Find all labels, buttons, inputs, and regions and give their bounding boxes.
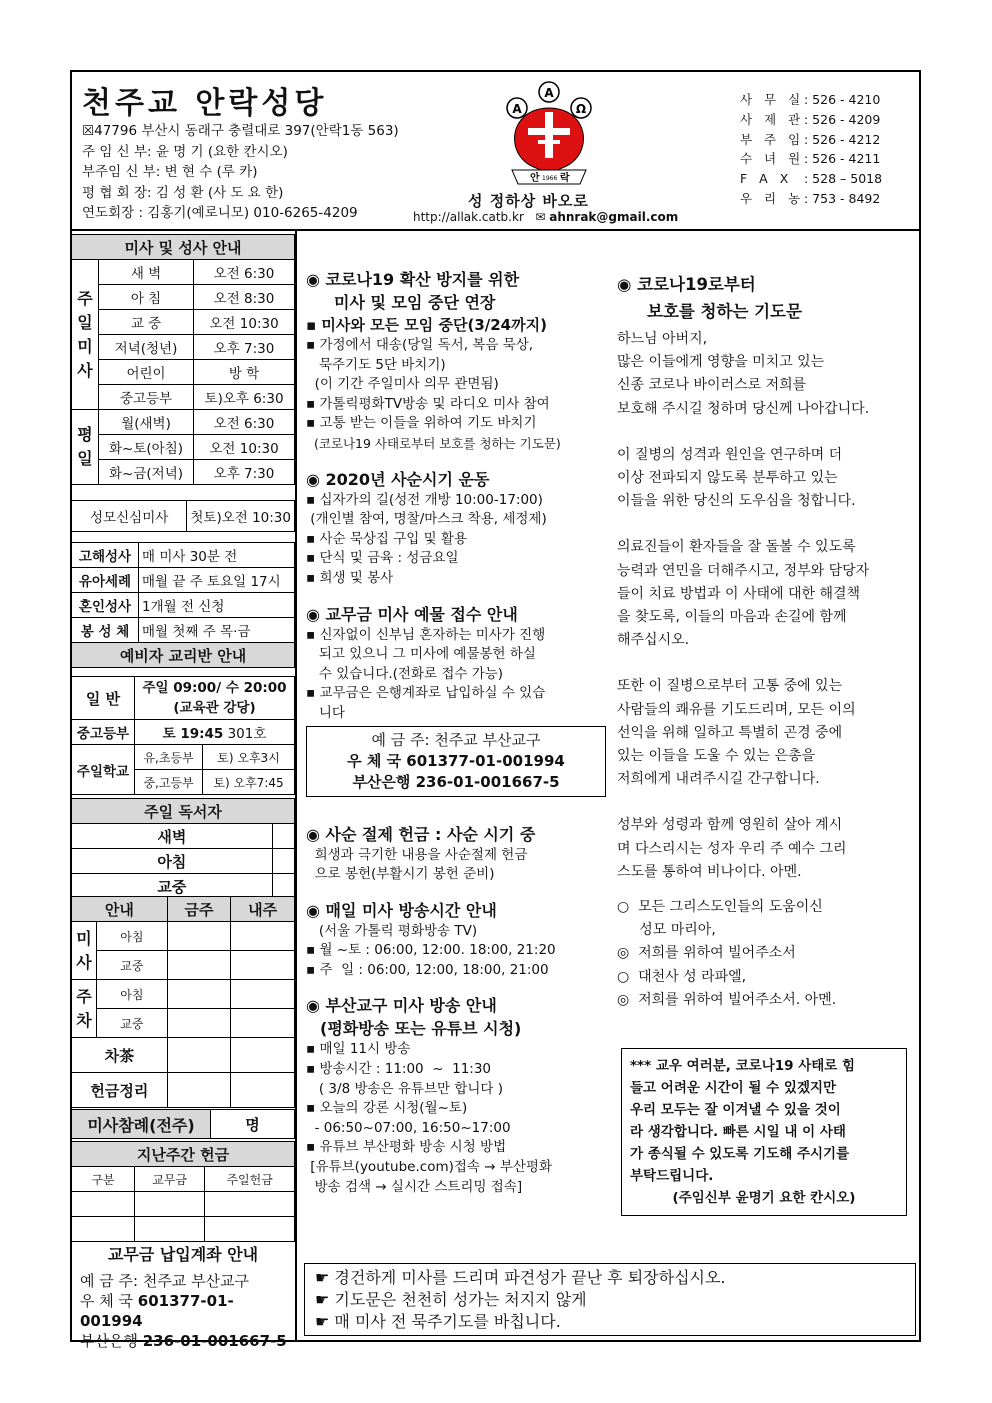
phone-row: 우 리 농 : 753 - 8492 <box>740 190 881 206</box>
prayer-column: ◉ 코로나19로부터 보호를 청하는 기도문 하느님 아버지, 많은 이들에게 영향을 미치고 있는 신종 코로나 바이러스로 저희를 보호해 주시길 청하며 당신께 나아갑니다. 이 질병의 성격과 원인을 연구하며 더 이상 전파되지 않도록 분투하고 있는 이들을 위한 당신의 도우심을 청합니다. 의료진들이 환자들을 잘 돌볼 수 있도록 능력과 연민을 더해주시고, 정부와 담당자 들이 치료 방법과 이 사태에 대한 해결책 을 찾도록, 이들의 마음과 손길에 함께 해주십시오. 또한 이 질병으로부터 고통 중에 있는 사람들의 쾌유를 기도드리며, 모든 이의 선익을 위해 일하고 특별히 곤경 중에 있는 이들을 도울 수 있는 은총을 저희에게 내려주시길 간구합니다. 성부와 성령과 함께 영원히 살아 계시 며 다스리시는 성자 우리 주 예수 그리 스도를 통하여 비나이다. 아멘. ○ 모든 그리스도인들의 도움이신 성모 마리아, ◎ 저희를 위하여 빌어주소서 ○ 대천사 성 라파엘, ◎ 저희를 위하여 빌어주소서. 아멘. <box>617 272 917 1012</box>
yeondo-president: 연도회장 : 김홍기(예로니모) 010-6265-4209 <box>82 205 358 221</box>
guide-table: 안내 금주 내주 미 사 아침 교중 주 차 아침 교중 차茶 헌금정리 <box>71 896 295 1108</box>
header-divider <box>70 229 921 231</box>
catechumen-heading: 예비자 교리반 안내 <box>72 643 295 668</box>
catechumen-table: 일 반 주일 09:00/ 수 20:00 (교육관 강당) 중고등부 토 19:45 301호 주일학교 유,초등부 토) 오후3시 중,고등부 토) 오후7:45 <box>71 676 295 795</box>
attendance-table: 미사참례(전주) 명 <box>71 1109 295 1139</box>
parish-info <box>82 121 399 224</box>
logo-omega: Ω <box>575 102 587 116</box>
covid-suspension-section: ◉ 코로나19 확산 방지를 위한 미사 및 모임 중단 연장 ▪ 미사와 모든 모임 중단(3/24까지) ▪ 가정에서 대송(당일 독서, 복음 묵상, 묵주기도 5단 바치기) (이 기간 주일미사 의무 관면됨) ▪ 가톨릭평화TV방송 및 라디오 미사 참여 ▪ 고통 받는 이들을 위하여 기도 바치기 (코로나19 사태로부터 보호를 청하는 기도문) <box>306 270 561 451</box>
notice-line: ☛ 매 미사 전 묵주기도를 바칩니다. <box>315 1312 561 1331</box>
assistant-pastor: 부주임 신 부: 변 현 수 (루 카) <box>82 164 258 180</box>
sacrament-table: 고해성사 매 미사 30분 전 유아세례 매월 끝 주 토요일 17시 혼인성사 1개월 전 신청 봉 성 체 매월 첫째 주 목·금 예비자 교리반 안내 <box>71 542 295 668</box>
lent-offering-section: ◉ 사순 절제 헌금 : 사순 시기 중 희생과 극기한 내용을 사순절제 헌금 으로 봉헌(부활시기 봉헌 준비) <box>306 824 536 883</box>
litany-line: ○ 대천사 성 라파엘, <box>617 968 747 985</box>
notice-line: ☛ 기도문은 천천히 성가는 처지지 않게 <box>315 1290 587 1309</box>
pastor: 주 임 신 부: 윤 명 기 (요한 칸시오) <box>82 143 288 160</box>
patron-saint: 성 정하상 바오로 <box>468 192 589 210</box>
prayer-para: 성부와 성령과 함께 영원히 살아 계시 며 다스리시는 성자 우리 주 예수 그리 스도를 통하여 비나이다. 아멘. <box>617 817 847 880</box>
website-link[interactable]: http://allak.catb.kr <box>413 210 524 224</box>
lent-campaign-section: ◉ 2020년 사순시기 운동 ▪ 십자가의 길(성전 개방 10:00-17:00) (개인별 참여, 명찰/마스크 착용, 세정제) ▪ 사순 묵상집 구입 및 활용 ▪ 단식 및 금육 : 성금요일 ▪ 희생 및 봉사 <box>306 469 547 586</box>
phone-row: 부 주 임 : 526 - 4212 <box>740 131 881 147</box>
column-divider <box>295 230 297 1342</box>
account-info: 교무금 납입계좌 안내 예 금 주: 천주교 부산교구 우 체 국 601377-01-001994 부산은행 236-01-001667-5 <box>80 1245 287 1350</box>
litany-line: ◎ 저희를 위하여 빌어주소서. 아멘. <box>617 991 837 1008</box>
logo-alpha: A <box>544 86 554 100</box>
notice-line: ☛ 경건하게 미사를 드리며 파견성가 끝난 후 퇴장하십시오. <box>315 1268 726 1287</box>
page-title: 천주교 안락성당 <box>82 86 328 121</box>
prayer-para: 하느님 아버지, 많은 이들에게 영향을 미치고 있는 신종 코로나 바이러스로 저희를 보호해 주시길 청하며 당신께 나아갑니다. <box>617 331 870 417</box>
litany-line: ◎ 저희를 위하여 빌어주소서 <box>617 945 796 962</box>
mail-icon: ✉ <box>535 210 546 224</box>
phone-row: F A X : 528 – 5018 <box>740 171 883 187</box>
account-box: 예 금 주: 천주교 부산교구 우 체 국 601377-01-001994 부산은행 236-01-001667-5 <box>306 726 606 797</box>
council-president: 평 협 회 장: 김 성 환 (사 도 요 한) <box>82 184 284 201</box>
email-link[interactable]: ahnrak@gmail.com <box>549 210 679 224</box>
phone-row: 사 제 관 : 526 - 4209 <box>740 111 881 127</box>
offering-table: 지난주간 헌금 구분 교무금 주일헌금 <box>71 1141 295 1242</box>
parish-logo <box>500 78 598 188</box>
phone-row: 수 녀 원 : 526 - 4211 <box>740 151 881 167</box>
svg-text:락: 락 <box>560 173 570 184</box>
prayer-para: 이 질병의 성격과 원인을 연구하며 더 이상 전파되지 않도록 분투하고 있는 이들을 위한 당신의 도우심을 청합니다. <box>617 446 856 510</box>
address: ☒47796 부산시 동래구 충렬대로 397(안락1동 563) <box>82 123 399 139</box>
svg-text:안: 안 <box>530 173 540 184</box>
middle-column <box>306 268 606 1211</box>
diocese-broadcast-section: ◉ 부산교구 미사 방송 안내 (평화방송 또는 유튜브 시청) ▪ 매일 11시 방송 ▪ 방송시간 : 11:00 ~ 11:30 ( 3/8 방송은 유튜브만 합니다 ) ▪ 오늘의 강론 시청(월~토) - 06:50~07:00, 16:50~17:00 ▪ 유튜브 부산평화 방송 시청 방법 [유튜브(youtube.com)접속 → 부산평화 방송 검색 → 실시간 스트리밍 접속] <box>306 996 553 1195</box>
weekday-mass-label: 평 일 <box>72 410 99 485</box>
web-contact <box>413 210 678 224</box>
sunday-mass-label: 주 일 미 사 <box>72 260 99 410</box>
prayer-para: 또한 이 질병으로부터 고통 중에 있는 사람들의 쾌유를 기도드리며, 모든 이의 선익을 위해 일하고 특별히 곤경 중에 있는 이들을 도울 수 있는 은총을 저희에게 내려주시길 간구합니다. <box>617 678 856 788</box>
svg-text:1966: 1966 <box>542 175 558 182</box>
broadcast-section: ◉ 매일 미사 방송시간 안내 (서울 가톨릭 평화방송 TV) ▪ 월 ~토 : 06:00, 12:00. 18:00, 21:20 ▪ 주 일 : 06:00, 12:00, 18:00, 21:00 <box>306 900 556 978</box>
mass-schedule-table: 미사 및 성사 안내 주 일 미 사 새 벽 오전 6:30 아 침 오전 8:30 교 중 오전 10:30 저녁(청년) 오후 7:30 어린이 방 학 중고등부 토)오후 6:30 평 일 월(새벽) 오전 6:30 화~토(아침) 오전 10:30 화~금(저녁) 오후 7:30 <box>71 234 295 485</box>
notice-box <box>304 1263 916 1336</box>
svg-text:A: A <box>512 102 522 116</box>
heart-mass-table: 성모신심미사 첫토)오전 10:30 <box>71 500 295 532</box>
phone-list <box>740 90 882 209</box>
prayer-para: 의료진들이 환자들을 잘 돌볼 수 있도록 능력과 연민을 더해주시고, 정부와 담당자 들이 치료 방법과 이 사태에 대한 해결책 을 찾도록, 이들의 마음과 손길에 함께 해주십시오. <box>617 539 870 649</box>
offering-receipt-section: ◉ 교무금 미사 예물 접수 안내 ▪ 신자없이 신부님 혼자하는 미사가 진행 되고 있으니 그 미사에 예물봉헌 하실 수 있습니다.(전화로 접수 가능) ▪ 교무금은 은행계좌로 납입하실 수 있습 니다 예 금 주: 천주교 부산교구 우 체 국 601377-01-001994 부산은행 236-01-001667-5 <box>306 603 606 797</box>
mass-heading: 미사 및 성사 안내 <box>72 235 295 260</box>
pastor-message-box: *** 교우 여러분, 코로나19 사태로 힘 들고 어려운 시간이 될 수 있겠지만 우리 모두는 잘 이겨낼 수 있을 것이 라 생각합니다. 빠른 시일 내 이 사태 가 종식될 수 있도록 기도해 주시기를 부탁드립니다. (주임신부 윤명기 요한 칸시오) <box>621 1048 907 1216</box>
litany-line: ○ 모든 그리스도인들의 도움이신 성모 마리아, <box>617 899 823 939</box>
readers-table: 주일 독서자 새벽 아침 교중 <box>71 798 295 899</box>
phone-row: 사 무 실 : 526 - 4210 <box>740 92 881 107</box>
